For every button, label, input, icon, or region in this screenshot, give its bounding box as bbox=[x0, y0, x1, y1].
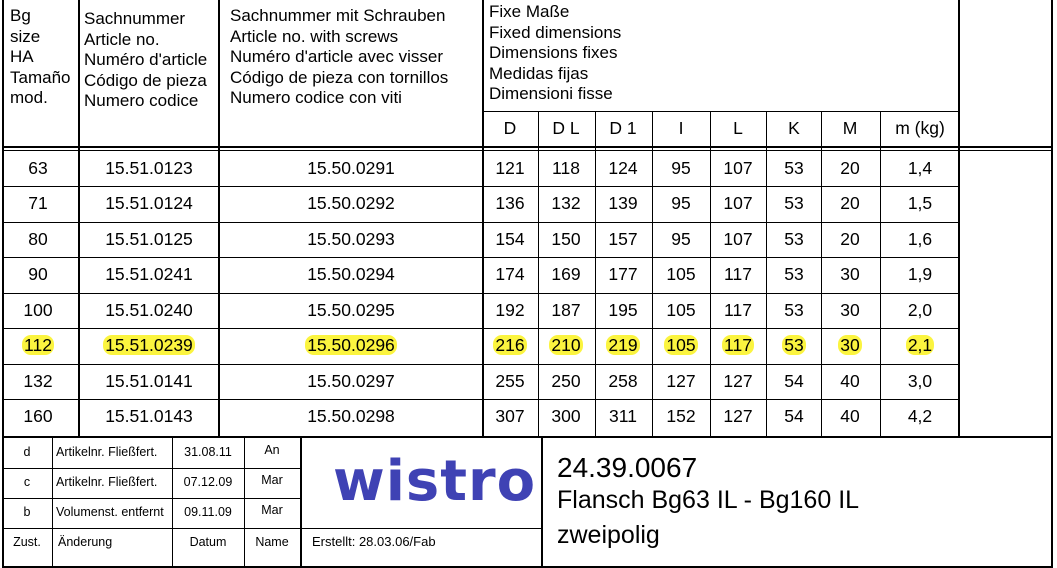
dim-label-text: m (kg) bbox=[895, 118, 945, 138]
screws-cell-text: 15.50.0297 bbox=[307, 371, 395, 391]
dim-label-text: L bbox=[733, 118, 743, 138]
dim-cell bbox=[815, 408, 885, 426]
rev-change bbox=[56, 476, 172, 489]
dim-cell-text: 1,6 bbox=[907, 229, 933, 249]
rev-date bbox=[172, 506, 244, 519]
dim-cell-text: 121 bbox=[495, 158, 525, 178]
rev-row-line bbox=[2, 498, 300, 499]
dim-cell bbox=[815, 231, 885, 249]
dim-cell bbox=[885, 408, 955, 426]
dim-cell-text: 124 bbox=[608, 158, 638, 178]
dim-cell bbox=[885, 302, 955, 320]
screws-cell bbox=[220, 373, 482, 391]
dim-label-text: M bbox=[842, 118, 858, 138]
screws-cell-text: 15.50.0295 bbox=[307, 300, 395, 320]
size-cell-text: 160 bbox=[23, 406, 53, 426]
dim-cell bbox=[885, 266, 955, 284]
dim-cell-text: 117 bbox=[724, 335, 752, 355]
rev-row-line bbox=[2, 528, 300, 529]
rev-name bbox=[244, 504, 300, 517]
dim-cell bbox=[885, 195, 955, 213]
article-cell bbox=[80, 337, 218, 355]
dim-label bbox=[815, 120, 885, 138]
dim-cell-text: 1,9 bbox=[907, 264, 933, 284]
created-label: Erstellt: 28.03.06/Fab bbox=[312, 534, 436, 549]
size-cell bbox=[8, 337, 68, 355]
size-cell bbox=[8, 266, 68, 284]
article-cell bbox=[80, 266, 218, 284]
size-cell bbox=[8, 160, 68, 178]
dim-label-text: D L bbox=[552, 118, 580, 138]
dim-cell-text: 127 bbox=[723, 371, 753, 391]
article-cell bbox=[80, 302, 218, 320]
rev-header-zust-text: Zust. bbox=[13, 535, 41, 549]
dim-cell-text: 53 bbox=[784, 158, 804, 178]
dim-cell-text: 132 bbox=[551, 193, 581, 213]
dim-cell-text: 105 bbox=[666, 335, 696, 355]
article-cell bbox=[80, 231, 218, 249]
rev-header-date bbox=[172, 536, 244, 549]
article-cell-text: 15.51.0240 bbox=[105, 300, 193, 320]
dim-cell-text: 20 bbox=[840, 229, 860, 249]
size-cell-text: 112 bbox=[24, 335, 52, 355]
size-cell-text: 90 bbox=[28, 264, 48, 284]
dim-cell bbox=[885, 337, 955, 355]
wistro-logo: wistro bbox=[333, 449, 537, 514]
dim-cell-text: 117 bbox=[724, 300, 752, 320]
size-cell-text: 132 bbox=[23, 371, 53, 391]
header-fixed-dimensions bbox=[489, 2, 621, 105]
screws-cell bbox=[220, 408, 482, 426]
dim-cell bbox=[815, 195, 885, 213]
screws-cell-text: 15.50.0292 bbox=[307, 193, 395, 213]
header-article bbox=[84, 9, 207, 112]
dim-cell-text: 20 bbox=[840, 193, 860, 213]
row-line bbox=[2, 222, 960, 223]
dim-cell-text: 174 bbox=[495, 264, 525, 284]
screws-cell-text: 15.50.0291 bbox=[307, 158, 395, 178]
header-screws bbox=[230, 6, 448, 109]
dim-cell-text: 216 bbox=[495, 335, 525, 355]
dim-cell-text: 2,1 bbox=[907, 335, 933, 355]
rev-date-text: 09.11.09 bbox=[184, 505, 232, 519]
article-cell-text: 15.51.0123 bbox=[105, 158, 193, 178]
header-screws-line: Numéro d'article avec visser bbox=[230, 47, 443, 66]
dim-cell-text: 20 bbox=[840, 158, 860, 178]
dim-cell-text: 107 bbox=[723, 193, 753, 213]
rev-change-text: Artikelnr. Fließfert. bbox=[56, 445, 158, 459]
dim-cell-text: 250 bbox=[551, 371, 581, 391]
dim-label bbox=[885, 120, 955, 138]
dim-cell-text: 169 bbox=[551, 264, 581, 284]
screws-cell bbox=[220, 231, 482, 249]
screws-cell bbox=[220, 266, 482, 284]
header-article-line: Numéro d'article bbox=[84, 50, 208, 69]
dim-cell-text: 127 bbox=[666, 371, 696, 391]
dim-cell-text: 53 bbox=[784, 300, 804, 320]
row-line bbox=[2, 328, 960, 329]
dim-header-top-line bbox=[482, 111, 960, 112]
size-cell-text: 80 bbox=[28, 229, 48, 249]
col-line bbox=[958, 0, 960, 436]
dim-cell-text: 3,0 bbox=[907, 371, 933, 391]
screws-cell-text: 15.50.0296 bbox=[307, 335, 395, 355]
header-screws-line: Numero codice con viti bbox=[230, 88, 402, 107]
dim-cell-text: 40 bbox=[840, 371, 860, 391]
dim-cell-text: 139 bbox=[608, 193, 638, 213]
dim-cell-text: 1,5 bbox=[907, 193, 933, 213]
header-size-line: size bbox=[10, 26, 41, 46]
rev-state-text: d bbox=[23, 445, 31, 459]
dim-cell-text: 154 bbox=[495, 229, 525, 249]
dim-cell-text: 107 bbox=[723, 158, 753, 178]
article-cell-text: 15.51.0125 bbox=[105, 229, 193, 249]
header-article-line: Numero codice bbox=[84, 91, 199, 110]
row-line bbox=[2, 186, 960, 187]
dim-cell-text: 195 bbox=[608, 300, 638, 320]
rev-col-line bbox=[52, 436, 53, 568]
header-bottom-line bbox=[2, 146, 1053, 148]
dim-cell-text: 150 bbox=[551, 229, 581, 249]
rev-name bbox=[244, 474, 300, 487]
size-cell-text: 100 bbox=[23, 300, 53, 320]
size-cell bbox=[8, 408, 68, 426]
dim-cell-text: 311 bbox=[609, 406, 637, 426]
created-line bbox=[300, 528, 541, 529]
frame-right bbox=[1051, 0, 1053, 568]
header-screws-line: Article no. with screws bbox=[230, 26, 399, 46]
header-size-line: HA bbox=[10, 47, 34, 66]
title-box-left bbox=[541, 436, 543, 568]
article-cell bbox=[80, 160, 218, 178]
dim-cell-text: 258 bbox=[608, 371, 638, 391]
dim-cell-text: 105 bbox=[666, 300, 696, 320]
dim-cell-text: 105 bbox=[666, 264, 696, 284]
article-cell-text: 15.51.0143 bbox=[105, 406, 193, 426]
rev-change-text: Artikelnr. Fließfert. bbox=[56, 475, 158, 489]
dim-cell-text: 107 bbox=[723, 229, 753, 249]
dim-label-text: D bbox=[503, 118, 517, 138]
screws-cell bbox=[220, 160, 482, 178]
rev-state bbox=[2, 446, 52, 459]
dim-cell-text: 54 bbox=[784, 371, 804, 391]
header-screws-line: Sachnummer mit Schrauben bbox=[230, 6, 446, 25]
header-fixed-line: Medidas fijas bbox=[489, 63, 589, 83]
rev-name-text: Mar bbox=[261, 473, 283, 487]
rev-date-text: 07.12.09 bbox=[183, 475, 233, 489]
screws-cell bbox=[220, 302, 482, 320]
col-line bbox=[482, 0, 484, 436]
row-line bbox=[2, 293, 960, 294]
header-bottom-line-2 bbox=[2, 150, 1053, 151]
article-cell bbox=[80, 373, 218, 391]
dim-cell-text: 219 bbox=[608, 335, 638, 355]
drawing-number: 24.39.0067 bbox=[557, 452, 698, 483]
dim-cell-text: 53 bbox=[784, 335, 804, 355]
dim-cell-text: 4,2 bbox=[907, 406, 933, 426]
rev-header-zust bbox=[2, 536, 52, 549]
dim-cell-text: 117 bbox=[724, 264, 752, 284]
rev-name bbox=[244, 444, 300, 457]
row-line bbox=[2, 364, 960, 365]
drawing-subtitle: zweipolig bbox=[557, 521, 660, 549]
dim-cell-text: 30 bbox=[840, 335, 860, 355]
rev-date bbox=[172, 446, 244, 459]
dim-cell-text: 95 bbox=[671, 193, 691, 213]
dim-cell bbox=[885, 160, 955, 178]
dim-cell bbox=[815, 160, 885, 178]
row-line bbox=[2, 399, 960, 400]
rev-state bbox=[2, 506, 52, 519]
rev-header-date-text: Datum bbox=[189, 535, 227, 549]
screws-cell-text: 15.50.0294 bbox=[307, 264, 395, 284]
article-cell bbox=[80, 408, 218, 426]
row-line bbox=[2, 257, 960, 258]
header-fixed-line: Dimensioni fisse bbox=[489, 84, 613, 103]
dim-cell-text: 192 bbox=[495, 300, 525, 320]
size-cell-text: 71 bbox=[28, 193, 48, 213]
size-cell-text: 63 bbox=[28, 158, 48, 178]
size-cell bbox=[8, 195, 68, 213]
dim-cell-text: 210 bbox=[551, 335, 581, 355]
dim-cell bbox=[815, 373, 885, 391]
size-cell bbox=[8, 231, 68, 249]
dim-cell-text: 95 bbox=[671, 158, 691, 178]
header-article-line: Código de pieza bbox=[84, 70, 207, 90]
rev-change bbox=[56, 446, 172, 459]
dim-cell-text: 53 bbox=[784, 229, 804, 249]
rev-header-name-text: Name bbox=[255, 535, 289, 549]
header-size-line: mod. bbox=[10, 88, 48, 107]
screws-cell bbox=[220, 337, 482, 355]
screws-cell-text: 15.50.0298 bbox=[307, 406, 395, 426]
header-size-line: Tamaño bbox=[10, 67, 71, 87]
header-size-line: Bg bbox=[10, 6, 31, 25]
dim-cell-text: 95 bbox=[671, 229, 691, 249]
rev-change bbox=[56, 506, 172, 519]
rev-row-line bbox=[2, 468, 300, 469]
screws-cell bbox=[220, 195, 482, 213]
article-cell-text: 15.51.0241 bbox=[105, 264, 193, 284]
rev-date-text: 31.08.11 bbox=[184, 445, 232, 459]
dim-cell-text: 53 bbox=[784, 264, 804, 284]
article-cell bbox=[80, 195, 218, 213]
dim-cell-text: 127 bbox=[723, 406, 753, 426]
dim-cell-text: 307 bbox=[495, 406, 525, 426]
col-line bbox=[78, 0, 80, 436]
dim-cell-text: 30 bbox=[840, 264, 860, 284]
dim-cell bbox=[815, 302, 885, 320]
rev-name-text: An bbox=[264, 443, 280, 457]
table-bottom-line bbox=[2, 436, 1053, 438]
article-cell-text: 15.51.0124 bbox=[105, 193, 193, 213]
dim-cell-text: 2,0 bbox=[907, 300, 933, 320]
dim-label-text: I bbox=[678, 118, 684, 138]
rev-header-name bbox=[244, 536, 300, 549]
rev-header-change bbox=[58, 536, 168, 549]
dim-cell-text: 177 bbox=[608, 264, 638, 284]
article-cell-text: 15.51.0239 bbox=[105, 335, 193, 355]
header-article-line: Sachnummer bbox=[84, 9, 186, 28]
dim-label-text: K bbox=[788, 118, 800, 138]
header-fixed-line: Fixe Maße bbox=[489, 2, 570, 21]
rev-state-text: c bbox=[23, 475, 31, 489]
rev-header-change-text: Änderung bbox=[58, 535, 113, 549]
rev-name-text: Mar bbox=[261, 503, 283, 517]
dim-cell-text: 157 bbox=[608, 229, 638, 249]
header-article-line: Article no. bbox=[84, 29, 160, 49]
rev-change-text: Volumenst. entfernt bbox=[56, 505, 164, 519]
dim-cell bbox=[885, 231, 955, 249]
dim-cell-text: 40 bbox=[840, 406, 860, 426]
col-line bbox=[218, 0, 220, 436]
dim-cell-text: 54 bbox=[784, 406, 804, 426]
rev-state-text: b bbox=[23, 505, 31, 519]
header-fixed-line: Dimensions fixes bbox=[489, 43, 618, 62]
dim-cell-text: 152 bbox=[666, 406, 696, 426]
dim-cell-text: 30 bbox=[840, 300, 860, 320]
article-cell-text: 15.51.0141 bbox=[105, 371, 193, 391]
dim-cell bbox=[815, 337, 885, 355]
header-screws-line: Código de pieza con tornillos bbox=[230, 67, 449, 87]
header-size bbox=[10, 6, 70, 109]
rev-date bbox=[172, 476, 244, 489]
dim-cell-text: 300 bbox=[551, 406, 581, 426]
dim-cell-text: 136 bbox=[495, 193, 525, 213]
dim-cell-text: 187 bbox=[551, 300, 581, 320]
dim-label-text: D 1 bbox=[609, 118, 637, 138]
rev-state bbox=[2, 476, 52, 489]
header-fixed-line: Fixed dimensions bbox=[489, 22, 622, 42]
logo-box-left bbox=[300, 436, 302, 568]
dim-cell-text: 1,4 bbox=[907, 158, 933, 178]
drawing-title: Flansch Bg63 IL - Bg160 IL bbox=[557, 486, 860, 514]
dim-cell-text: 255 bbox=[495, 371, 525, 391]
size-cell bbox=[8, 373, 68, 391]
screws-cell-text: 15.50.0293 bbox=[307, 229, 395, 249]
dim-cell-text: 53 bbox=[784, 193, 804, 213]
dim-cell bbox=[815, 266, 885, 284]
dim-cell-text: 118 bbox=[552, 158, 580, 178]
dim-cell bbox=[885, 373, 955, 391]
size-cell bbox=[8, 302, 68, 320]
